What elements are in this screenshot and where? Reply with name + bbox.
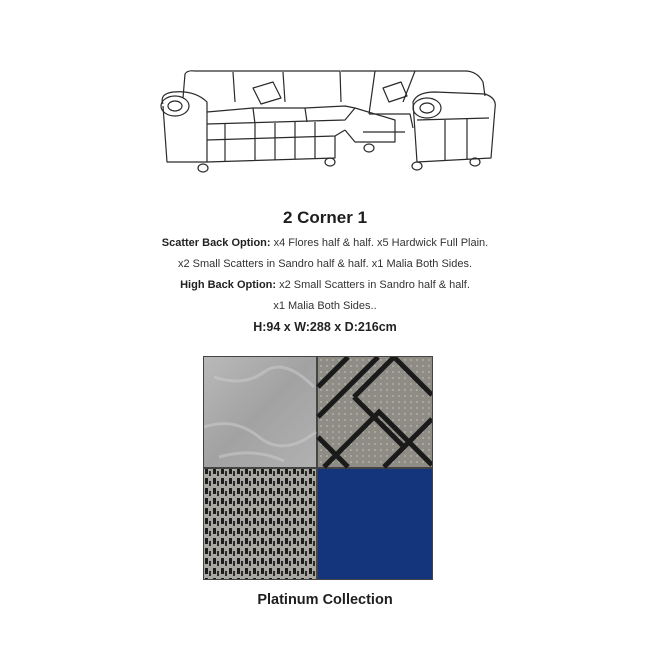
scatter-back-option-label: Scatter Back Option:: [161, 237, 271, 249]
scatter-back-option-text-1: x4 Flores half & half. x5 Hardwick Full Plain.: [270, 237, 489, 249]
product-dimensions: H:94 x W:288 x D:216cm: [253, 320, 397, 334]
high-back-option-line-1: [0, 279, 650, 291]
high-back-option-label: High Back Option:: [180, 279, 277, 291]
scatter-back-option-line-1: [0, 237, 650, 249]
high-back-option-text-1: x2 Small Scatters in Sandro half & half.: [276, 279, 470, 291]
corner-sofa-drawing: [155, 62, 500, 182]
collection-name: Platinum Collection: [257, 592, 393, 608]
fabric-swatches: [203, 356, 433, 580]
high-back-option-line-2: x1 Malia Both Sides..: [273, 300, 377, 312]
scatter-back-option-line-2: x2 Small Scatters in Sandro half & half. x1 Malia Both Sides.: [177, 258, 473, 270]
swatch-royal-blue-plain: [318, 469, 432, 579]
product-title: 2 Corner 1: [282, 208, 368, 227]
swatch-black-grey-weave: [204, 469, 316, 579]
